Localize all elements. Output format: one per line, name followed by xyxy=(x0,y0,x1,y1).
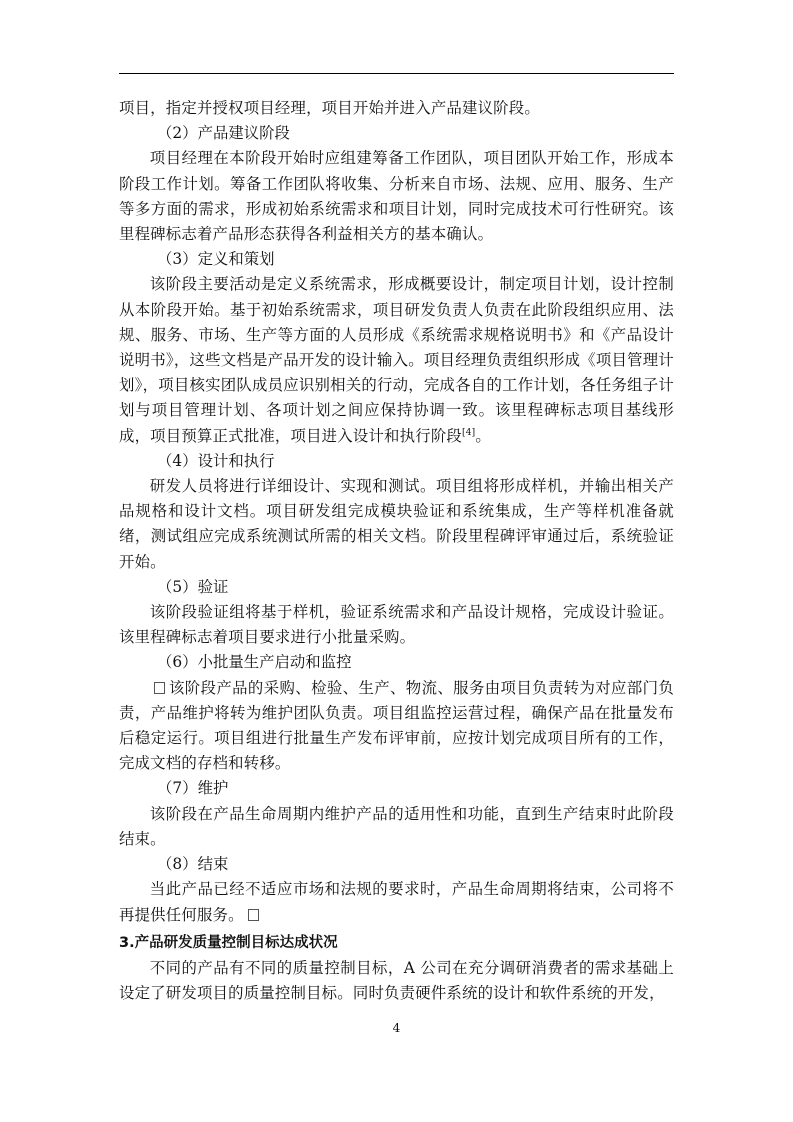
document-body xyxy=(119,96,674,1006)
header-rule xyxy=(119,73,674,74)
paragraph-stage-3-text: 该阶段主要活动是定义系统需求，形成概要设计，制定项目计划，设计控制从本阶段开始。基于初始系统需求，项目研发负责人负责在此阶段组织应用、法规、服务、市场、生产等方面的人员形成《系统需求规格说明书》和《产品设计说明书》，这些文档是产品开发的设计输入。项目经理负责组织形成《项目管理计划》，项目核实团队成员应识别相关的行动，完成各自的工作计划，各任务组子计划与项目管理计划、各项计划之间应保持协调一致。该里程碑标志项目基线形成，项目预算正式批准，项目进入设计和执行阶段 xyxy=(119,275,674,445)
paragraph-stage-3 xyxy=(119,272,674,448)
subheading-stage-6: （6）小批量生产启动和监控 xyxy=(157,653,352,672)
page-number: 4 xyxy=(392,1021,401,1035)
paragraph-stage-8-text: 当此产品已经不适应市场和法规的要求时，产品生命周期将结束，公司将不再提供任何服务。 xyxy=(119,880,674,924)
paragraph-stage-7: 该阶段在产品生命周期内维护产品的适用性和功能，直到生产结束时此阶段结束。 xyxy=(119,804,674,848)
subheading-stage-7: （7）维护 xyxy=(157,779,229,798)
paragraph-section-3: 不同的产品有不同的质量控制目标，A 公司在充分调研消费者的需求基础上设定了研发项目的质量控制目标。同时负责硬件系统的设计和软件系统的开发， xyxy=(119,958,674,1003)
placeholder-box-icon xyxy=(248,909,259,921)
section-heading: 3.产品研发质量控制目标达成状况 xyxy=(119,934,338,951)
subheading-stage-3: （3）定义和策划 xyxy=(157,250,275,269)
paragraph-continued: 项目，指定并授权项目经理，项目开始并进入产品建议阶段。 xyxy=(119,99,540,117)
placeholder-box-icon xyxy=(154,682,165,694)
subheading-stage-2: （2）产品建议阶段 xyxy=(157,124,290,143)
paragraph-stage-8 xyxy=(119,877,674,927)
subheading-stage-8: （8）结束 xyxy=(157,855,229,874)
paragraph-stage-2: 项目经理在本阶段开始时应组建筹备工作团队，项目团队开始工作，形成本阶段工作计划。筹备工作团队将收集、分析来自市场、法规、应用、服务、生产等多方面的需求，形成初始系统需求和项目计划，同时完成技术可行性研究。该里程碑标志着产品形态获得各利益相关方的基本确认。 xyxy=(119,149,674,244)
paragraph-stage-5: 该阶段验证组将基于样机，验证系统需求和产品设计规格，完成设计验证。该里程碑标志着项目要求进行小批量采购。 xyxy=(119,603,674,647)
paragraph-stage-3-tail: 。 xyxy=(475,426,491,445)
paragraph-stage-6-text: 该阶段产品的采购、检验、生产、物流、服务由项目负责转为对应部门负责，产品维护将转为维护团队负责。项目组监控运营过程，确保产品在批量发布后稳定运行。项目组进行批量生产发布评审前，应按计划完成项目所有的工作，完成文档的存档和转移。 xyxy=(119,678,674,773)
subheading-stage-5: （5）验证 xyxy=(157,577,229,596)
subheading-stage-4: （4）设计和执行 xyxy=(157,451,275,470)
paragraph-stage-6 xyxy=(119,676,674,777)
paragraph-stage-4: 研发人员将进行详细设计、实现和测试。项目组将形成样机，并输出相关产品规格和设计文档。项目研发组完成模块验证和系统集成，生产等样机准备就绪，测试组应完成系统测试所需的相关文档。阶段里程碑评审通过后，系统验证开始。 xyxy=(119,477,674,571)
citation-ref: [4] xyxy=(462,427,476,438)
